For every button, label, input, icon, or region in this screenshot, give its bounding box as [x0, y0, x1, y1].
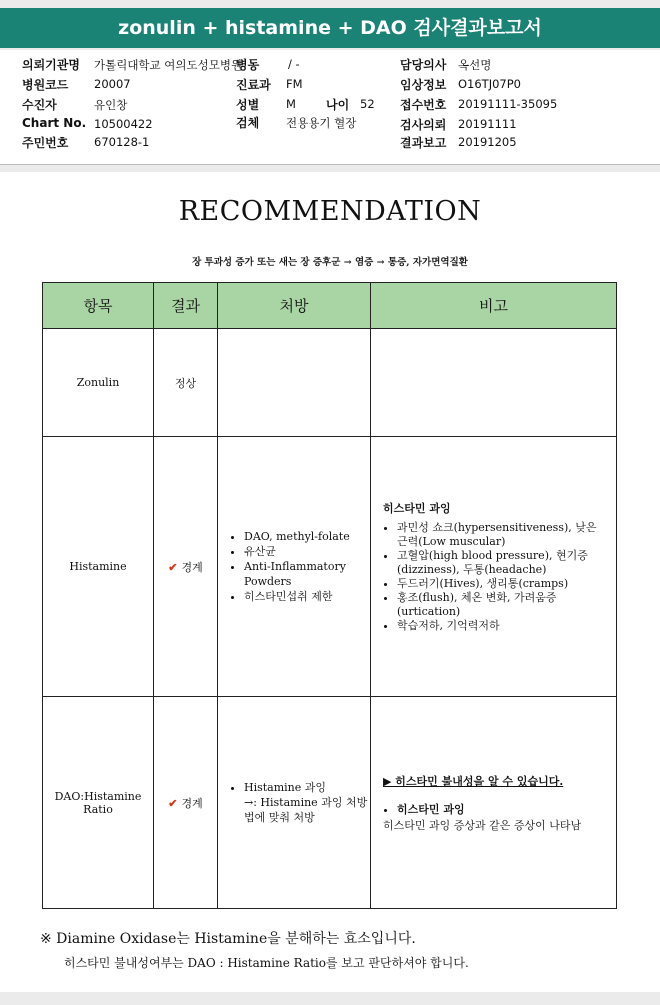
- item-cell: Zonulin: [43, 329, 154, 437]
- code-label: 병원코드: [22, 78, 69, 92]
- chart-label: Chart No.: [22, 116, 87, 130]
- note-item: • 히스타민 과잉: [397, 803, 610, 817]
- note-cell: [371, 697, 617, 909]
- id-value: 670128-1: [94, 135, 150, 149]
- item-cell: [43, 697, 154, 909]
- note-cell: [371, 437, 617, 697]
- recommendation-table: [42, 282, 617, 909]
- header-prescription: 처방: [218, 283, 371, 329]
- note-item: • 홍조(flush), 체온 변화, 가려움증(urtication): [397, 591, 610, 619]
- result-value: 정상: [174, 376, 197, 390]
- recommendation-title: RECOMMENDATION: [178, 196, 482, 227]
- note-item: • 과민성 쇼크(hypersensitiveness), 낮은 근력(Low muscular): [397, 521, 610, 549]
- request-label: 검사의뢰: [400, 118, 447, 132]
- header-result: 결과: [154, 283, 218, 329]
- sex-label: 성별: [236, 98, 260, 112]
- prescription-item: • 유산균: [244, 544, 370, 559]
- patient-value: 유인창: [94, 98, 128, 112]
- patient-label: 수진자: [22, 98, 57, 112]
- result-value: 경계: [181, 560, 203, 574]
- prescription-cell: [218, 697, 371, 909]
- note-heading: 히스타민 과잉: [383, 502, 451, 515]
- dept-value: FM: [286, 77, 303, 91]
- age-value: 52: [360, 97, 375, 111]
- note-detail: 히스타민 과잉 증상과 같은 증상이 나타남: [383, 818, 582, 832]
- prescription-item: • 히스타민섭취 제한: [244, 589, 370, 604]
- item-cell: Histamine: [43, 437, 154, 697]
- patient-info-panel: [0, 50, 660, 165]
- note-heading: ▶ 히스타민 불내성을 알 수 있습니다.: [383, 774, 564, 788]
- specimen-label: 검체: [236, 116, 260, 130]
- table-row: [43, 697, 617, 909]
- report-label: 결과보고: [400, 136, 447, 150]
- footer-note: ※ Diamine Oxidase는 Histamine을 분해하는 효소입니다.: [40, 931, 416, 947]
- clinical-label: 임상정보: [400, 78, 447, 92]
- result-cell: [154, 437, 218, 697]
- ward-label: 병동: [236, 58, 260, 72]
- prescription-item: • Anti-Inflammatory Powders: [244, 559, 370, 589]
- recommendation-subtitle: 장 투과성 증가 또는 새는 장 증후군 → 염증 → 통증, 자가면역질환: [192, 257, 468, 268]
- check-icon: ✔: [168, 560, 178, 574]
- prescription-item: →: Histamine 과잉 처방법에 맞춰 처방: [244, 796, 368, 824]
- age-label: 나이: [326, 98, 350, 112]
- report-value: 20191205: [458, 135, 517, 149]
- prescription-cell: [218, 437, 371, 697]
- hospital-value: 가톨릭대학교 여의도성모병원: [94, 58, 243, 72]
- doctor-label: 담당의사: [400, 58, 447, 72]
- dept-label: 진료과: [236, 78, 271, 92]
- prescription-item: • DAO, methyl-folate: [244, 529, 370, 544]
- footer-subnote: 히스타민 불내성여부는 DAO : Histamine Ratio를 보고 판단하셔야 합니다.: [64, 956, 469, 970]
- table-row: [43, 437, 617, 697]
- chart-value: 10500422: [94, 117, 153, 131]
- report-title: zonulin + histamine + DAO 검사결과보고서: [0, 8, 660, 48]
- doctor-value: 옥선명: [458, 58, 492, 72]
- prescription-cell: [218, 329, 371, 437]
- code-value: 20007: [94, 77, 131, 91]
- prescription-item: • Histamine 과잉: [244, 780, 370, 795]
- header-item: 항목: [43, 283, 154, 329]
- id-label: 주민번호: [22, 136, 69, 150]
- check-icon: ✔: [168, 796, 178, 810]
- table-header-row: [43, 283, 617, 329]
- receipt-value: 20191111-35095: [458, 97, 558, 111]
- sex-value: M: [286, 97, 296, 111]
- request-value: 20191111: [458, 117, 517, 131]
- specimen-value: 전용용기 혈장: [286, 116, 357, 130]
- note-item: • 학습저하, 기억력저하: [397, 619, 610, 633]
- result-cell: [154, 329, 218, 437]
- clinical-value: O16TJ07P0: [458, 77, 521, 91]
- table-row: [43, 329, 617, 437]
- hospital-label: 의뢰기관명: [22, 58, 80, 72]
- result-cell: [154, 697, 218, 909]
- ward-value: / -: [288, 57, 300, 71]
- note-item: • 고혈압(high blood pressure), 현기증(dizziness), 두통(headache): [397, 549, 610, 577]
- note-item: • 두드러기(Hives), 생리통(cramps): [397, 577, 610, 591]
- item-label: DAO:Histamine Ratio: [54, 789, 142, 816]
- receipt-label: 접수번호: [400, 98, 447, 112]
- result-value: 경계: [181, 796, 203, 810]
- note-cell: [371, 329, 617, 437]
- header-note: 비고: [371, 283, 617, 329]
